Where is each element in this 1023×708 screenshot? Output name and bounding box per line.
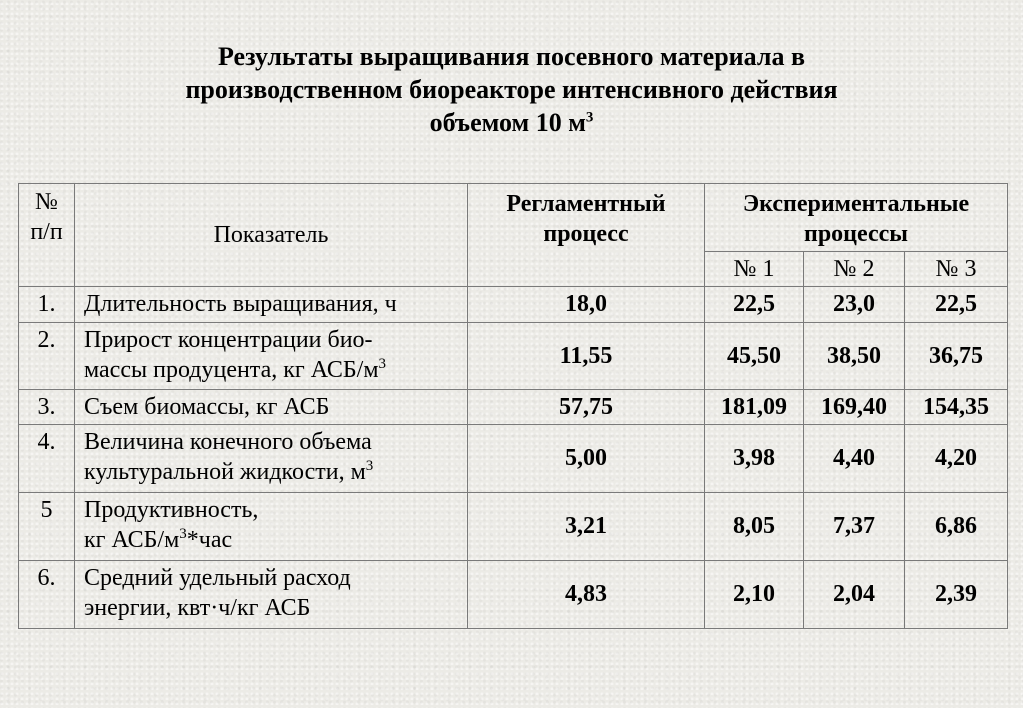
row-indicator-line1: Средний удельный расход	[84, 565, 351, 591]
row-exp2-value: 38,50	[804, 323, 905, 390]
row-exp2-value: 7,37	[804, 493, 905, 561]
row-regulated-value: 18,0	[468, 287, 705, 323]
row-indicator	[75, 493, 468, 561]
row-indicator-line1: Прирост концентрации био-	[84, 327, 373, 353]
title-line-3	[0, 106, 1023, 139]
header-exp-1: № 1	[705, 252, 804, 287]
row-exp3-value: 154,35	[905, 390, 1008, 425]
header-experimental-line1: Экспериментальные	[742, 191, 970, 217]
table-row	[19, 493, 1008, 561]
row-regulated-value: 57,75	[468, 390, 705, 425]
row-indicator-line2-wrap	[84, 355, 467, 385]
row-number: 2.	[19, 323, 75, 390]
row-indicator-line2-wrap	[84, 525, 467, 555]
row-number: 5	[19, 493, 75, 561]
row-regulated-value: 5,00	[468, 425, 705, 493]
row-indicator-line1: Величина конечного объема	[84, 429, 372, 455]
row-exp3-value: 36,75	[905, 323, 1008, 390]
title-line-3-sup: 3	[585, 109, 594, 126]
row-number: 3.	[19, 390, 75, 425]
row-indicator-line1: Длительность выращивания, ч	[84, 291, 397, 317]
row-exp2-value: 4,40	[804, 425, 905, 493]
title-line-2: производственном биореакторе интенсивного действия	[185, 75, 838, 104]
table-row	[19, 425, 1008, 493]
header-experimental	[705, 184, 1008, 252]
header-num	[19, 184, 75, 287]
row-indicator	[75, 287, 468, 323]
row-number: 6.	[19, 561, 75, 629]
row-exp2-value: 2,04	[804, 561, 905, 629]
row-exp1-value: 45,50	[705, 323, 804, 390]
row-indicator	[75, 323, 468, 390]
row-indicator-sup: 3	[378, 356, 387, 372]
row-exp3-value: 2,39	[905, 561, 1008, 629]
table-row	[19, 390, 1008, 425]
row-indicator-sup: 3	[365, 458, 374, 474]
row-indicator-line2: культуральной жидкости, м	[84, 459, 366, 485]
title-line-3-text: объемом 10 м	[429, 108, 586, 137]
row-regulated-value: 11,55	[468, 323, 705, 390]
header-regulated	[468, 184, 705, 287]
header-exp-2: № 2	[804, 252, 905, 287]
row-exp3-value: 6,86	[905, 493, 1008, 561]
row-exp1-value: 3,98	[705, 425, 804, 493]
row-indicator-line1: Продуктивность,	[84, 497, 259, 523]
row-indicator-tail: *час	[186, 527, 233, 553]
header-indicator: Показатель	[75, 184, 468, 287]
row-exp1-value: 2,10	[705, 561, 804, 629]
row-exp1-value: 22,5	[705, 287, 804, 323]
row-indicator	[75, 561, 468, 629]
row-regulated-value: 4,83	[468, 561, 705, 629]
header-regulated-line1: Регламентный	[506, 191, 666, 217]
row-regulated-value: 3,21	[468, 493, 705, 561]
row-exp3-value: 4,20	[905, 425, 1008, 493]
table-row	[19, 287, 1008, 323]
row-number: 4.	[19, 425, 75, 493]
table-row	[19, 323, 1008, 390]
row-exp1-value: 181,09	[705, 390, 804, 425]
row-indicator-line2-wrap	[84, 457, 467, 487]
row-indicator-sup: 3	[179, 526, 187, 542]
row-indicator	[75, 390, 468, 425]
row-exp1-value: 8,05	[705, 493, 804, 561]
table-header-row	[19, 184, 1008, 252]
header-exp-3: № 3	[905, 252, 1008, 287]
title-line-1: Результаты выращивания посевного материала в	[218, 42, 805, 71]
header-regulated-line2: процесс	[543, 221, 629, 247]
table-row	[19, 561, 1008, 629]
header-num-line1: №	[35, 189, 58, 215]
row-exp2-value: 169,40	[804, 390, 905, 425]
row-exp3-value: 22,5	[905, 287, 1008, 323]
header-experimental-line2: процессы	[804, 221, 908, 247]
row-indicator-line2: массы продуцента, кг АСБ/м	[84, 357, 379, 383]
row-indicator-line2: кг АСБ/м	[84, 527, 180, 553]
results-table	[18, 183, 1008, 629]
row-indicator-line2: энергии, квт·ч/кг АСБ	[84, 595, 311, 621]
header-num-line2: п/п	[30, 219, 63, 245]
row-indicator	[75, 425, 468, 493]
row-exp2-value: 23,0	[804, 287, 905, 323]
row-indicator-line1: Съем биомассы, кг АСБ	[84, 394, 330, 420]
page-title	[0, 40, 1023, 139]
row-number: 1.	[19, 287, 75, 323]
